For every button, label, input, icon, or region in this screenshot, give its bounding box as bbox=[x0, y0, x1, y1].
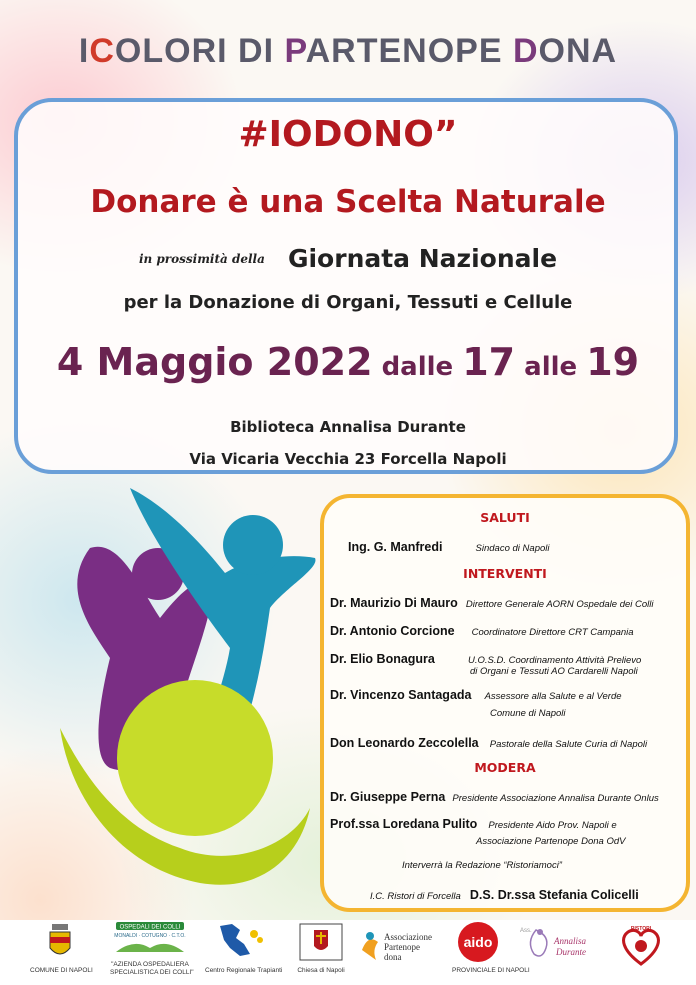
donazione-line: per la Donazione di Organi, Tessuti e Cellule bbox=[123, 292, 573, 313]
annalisa-angel-icon bbox=[516, 920, 602, 972]
list-item: I.C. Ristori di Forcella D.S. Dr.ssa Stefania Colicelli bbox=[370, 888, 639, 902]
chiesa-logo: Chiesa di Napoli bbox=[294, 920, 348, 980]
redazione-line: Interverrà la Redazione “Ristoriamoci” bbox=[402, 860, 562, 871]
svg-text:Durante: Durante bbox=[556, 947, 586, 957]
partenope-hands-icon bbox=[356, 920, 444, 970]
svg-text:aido: aido bbox=[463, 934, 493, 950]
svg-text:Annalisa: Annalisa bbox=[554, 936, 587, 946]
page-title: ICOLORI DI PARTENOPE DONA bbox=[78, 32, 618, 70]
ospedali-logo: OSPEDALI DEI COLLI MONALDI · COTUGNO · C.T.O. "AZIENDA OSPEDALIERA SPECIALISTICA DEI COLLI" bbox=[110, 920, 190, 980]
donation-figures-logo bbox=[30, 478, 330, 918]
teal-head bbox=[223, 515, 283, 575]
svg-text:OSPEDALI DEI COLLI: OSPEDALI DEI COLLI bbox=[119, 924, 181, 931]
svg-text:RISTORI: RISTORI bbox=[630, 926, 652, 932]
svg-text:Associazione: Associazione bbox=[384, 932, 432, 942]
svg-text:Partenope: Partenope bbox=[384, 942, 420, 952]
list-item: Dr. Antonio Corcione Coordinatore Direttore CRT Campania bbox=[330, 624, 634, 638]
ospedali-hills-icon bbox=[110, 920, 190, 956]
list-item-role-cont: di Organi e Tessuti AO Cardarelli Napoli bbox=[470, 666, 638, 677]
program-card bbox=[320, 494, 690, 912]
saluti-heading: SALUTI bbox=[480, 510, 530, 525]
list-item: Dr. Elio Bonagura U.O.S.D. Coordinamento Attività Prelievo bbox=[330, 652, 642, 666]
giornata-row bbox=[0, 244, 696, 273]
interventi-heading: INTERVENTI bbox=[463, 566, 547, 581]
aido-logo: aido PROVINCIALE DI NAPOLI bbox=[452, 920, 504, 980]
chiesa-crest-icon bbox=[294, 920, 348, 964]
ristori-logo bbox=[614, 920, 668, 980]
list-item: Ing. G. Manfredi Sindaco di Napoli bbox=[348, 540, 550, 554]
sponsor-logos bbox=[0, 920, 696, 985]
list-item: Prof.ssa Loredana Pulito Presidente Aido Prov. Napoli e bbox=[330, 817, 617, 831]
campania-map-icon bbox=[210, 920, 270, 960]
list-item: Dr. Maurizio Di Mauro Direttore Generale AORN Ospedale dei Colli bbox=[330, 596, 654, 610]
venue-name: Biblioteca Annalisa Durante bbox=[230, 418, 466, 436]
list-item-role-cont: Comune di Napoli bbox=[490, 708, 566, 719]
hashtag: #IODONO” bbox=[238, 114, 458, 155]
modera-heading: MODERA bbox=[474, 760, 536, 775]
venue-address: Via Vicaria Vecchia 23 Forcella Napoli bbox=[189, 450, 507, 468]
event-subtitle: Donare è una Scelta Naturale bbox=[90, 184, 606, 220]
prox-label: in prossimità della bbox=[138, 251, 265, 266]
giornata-label: Giornata Nazionale bbox=[287, 244, 558, 273]
list-item: Dr. Vincenzo Santagada Assessore alla Salute e al Verde bbox=[330, 688, 622, 702]
crt-logo: Centro Regionale Trapianti bbox=[205, 920, 275, 980]
svg-text:dona: dona bbox=[384, 952, 402, 962]
comune-logo: COMUNE DI NAPOLI bbox=[30, 920, 90, 980]
event-date: 4 Maggio 2022 dalle 17 alle 19 bbox=[56, 340, 640, 384]
partenope-dona-logo bbox=[356, 920, 444, 980]
list-item: Don Leonardo Zeccolella Pastorale della Salute Curia di Napoli bbox=[330, 736, 648, 750]
comune-crest-icon bbox=[30, 920, 90, 964]
annalisa-durante-logo bbox=[516, 920, 602, 980]
aido-badge-icon bbox=[452, 920, 504, 966]
svg-text:MONALDI · COTUGNO · C.T.O.: MONALDI · COTUGNO · C.T.O. bbox=[114, 933, 186, 939]
svg-text:Ass.: Ass. bbox=[520, 928, 532, 934]
ristori-heart-icon bbox=[614, 920, 668, 970]
lime-circle bbox=[117, 680, 273, 836]
list-item: Dr. Giuseppe Perna Presidente Associazione Annalisa Durante Onlus bbox=[330, 790, 659, 804]
list-item-role-cont: Associazione Partenope Dona OdV bbox=[476, 836, 626, 847]
